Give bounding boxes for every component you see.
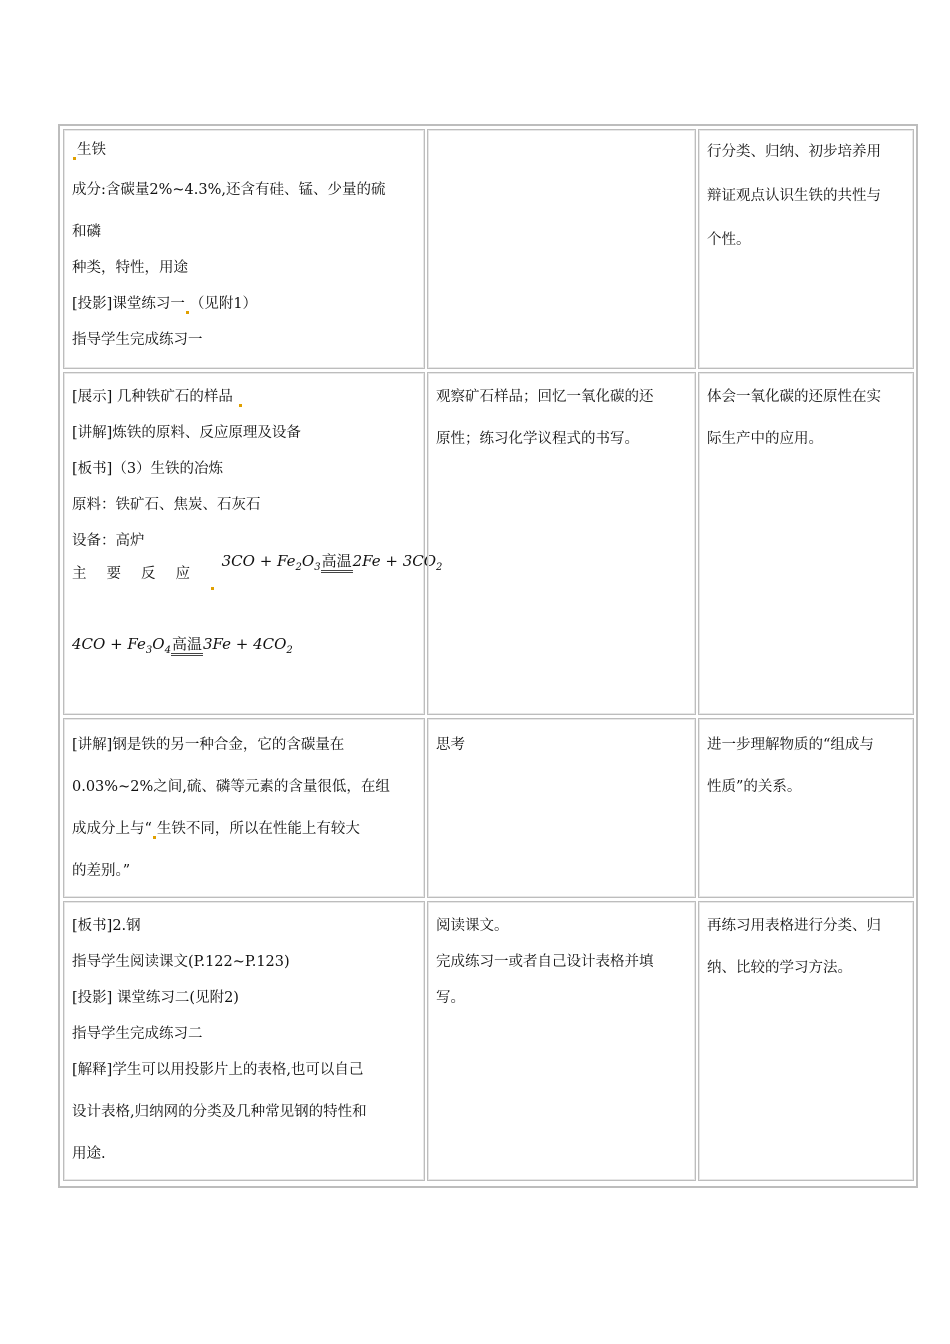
row2-right-cell [698, 372, 914, 715]
text-line: 再练习用表格进行分类、归 [707, 918, 881, 934]
anchor-mark-icon [153, 836, 156, 839]
text-line: 性质”的关系。 [707, 779, 802, 795]
text-line: 行分类、归纳、初步培养用 [707, 144, 881, 160]
text-line: 写。 [436, 990, 465, 1006]
row1-right-cell [698, 129, 914, 369]
anchor-mark-icon [186, 311, 189, 314]
text-line: 种类，特性，用途 [72, 260, 188, 276]
text-line: 指导学生完成练习二 [72, 1026, 203, 1042]
text-line: [讲解]炼铁的原料、反应原理及设备 [72, 425, 301, 441]
text-line: 原料：铁矿石、焦炭、石灰石 [72, 497, 261, 513]
text-line: 完成练习一或者自己设计表格并填 [436, 954, 654, 970]
text-line: [展示] 几种铁矿石的样品 [72, 389, 233, 405]
text-line: 用途. [72, 1146, 106, 1162]
anchor-mark-icon [211, 587, 214, 590]
text-line: [解释]学生可以用投影片上的表格,也可以自己 [72, 1062, 364, 1078]
text-line: 生铁 [77, 142, 106, 158]
text-line: 0.03%~2%之间,硫、磷等元素的含量很低，在组 [72, 779, 390, 795]
lesson-table [58, 124, 918, 1188]
row4-left-cell [63, 901, 425, 1181]
text-line: 成成分上与“ [72, 821, 152, 837]
row1-middle-cell [427, 129, 696, 369]
text-line: [讲解]钢是铁的另一种合金，它的含碳量在 [72, 737, 345, 753]
text-line: 生铁不同，所以在性能上有较大 [156, 821, 360, 837]
text-line: 指导学生阅读课文(P.122~P.123) [72, 954, 290, 970]
row2-middle-cell [427, 372, 696, 715]
text-line: 阅读课文。 [436, 918, 509, 934]
reaction-condition: 高温 [321, 553, 353, 573]
text-line: [板书]（3）生铁的冶炼 [72, 461, 224, 477]
row3-middle-cell [427, 718, 696, 898]
text-line: 设备：高炉 [72, 533, 145, 549]
text-line: 设计表格,归纳网的分类及几种常见钢的特性和 [72, 1104, 367, 1120]
anchor-mark-icon [73, 157, 76, 160]
text-line: 际生产中的应用。 [707, 431, 823, 447]
reaction-formula-2: $4CO + Fe_3O_4$高温$3Fe + 4CO_2$ [72, 635, 293, 656]
text-line: 纳、比较的学习方法。 [707, 960, 852, 976]
main-reaction-label: 主要反应 [72, 566, 210, 582]
text-line: 原性；练习化学议程式的书写。 [436, 431, 639, 447]
reaction-formula-1: $3CO + Fe_2O_3$高温$2Fe + 3CO_2$ [221, 552, 443, 573]
text-line: 辩证观点认识生铁的共性与 [707, 188, 881, 204]
reaction-condition: 高温 [171, 636, 203, 656]
anchor-mark-icon [239, 404, 242, 407]
text-line: （见附1） [189, 296, 258, 312]
text-line: 成分:含碳量2%~4.3%,还含有硅、锰、少量的硫 [72, 182, 386, 198]
row3-left-cell [63, 718, 425, 898]
text-line: [投影]课堂练习一 [72, 296, 185, 312]
text-line: 观察矿石样品；回忆一氧化碳的还 [436, 389, 654, 405]
row1-left-cell [63, 129, 425, 369]
text-line: 指导学生完成练习一 [72, 332, 203, 348]
row4-middle-cell [427, 901, 696, 1181]
text-line: [投影] 课堂练习二(见附2) [72, 990, 239, 1006]
text-line: 进一步理解物质的“组成与 [707, 737, 874, 753]
row4-right-cell [698, 901, 914, 1181]
text-line: 和磷 [72, 224, 101, 240]
text-line: 的差别。” [72, 863, 131, 879]
text-line: 体会一氧化碳的还原性在实 [707, 389, 881, 405]
row3-right-cell [698, 718, 914, 898]
text-line: [板书]2.钢 [72, 918, 141, 934]
row2-left-cell [63, 372, 443, 715]
text-line: 思考 [436, 737, 465, 753]
text-line: 个性。 [707, 232, 751, 248]
